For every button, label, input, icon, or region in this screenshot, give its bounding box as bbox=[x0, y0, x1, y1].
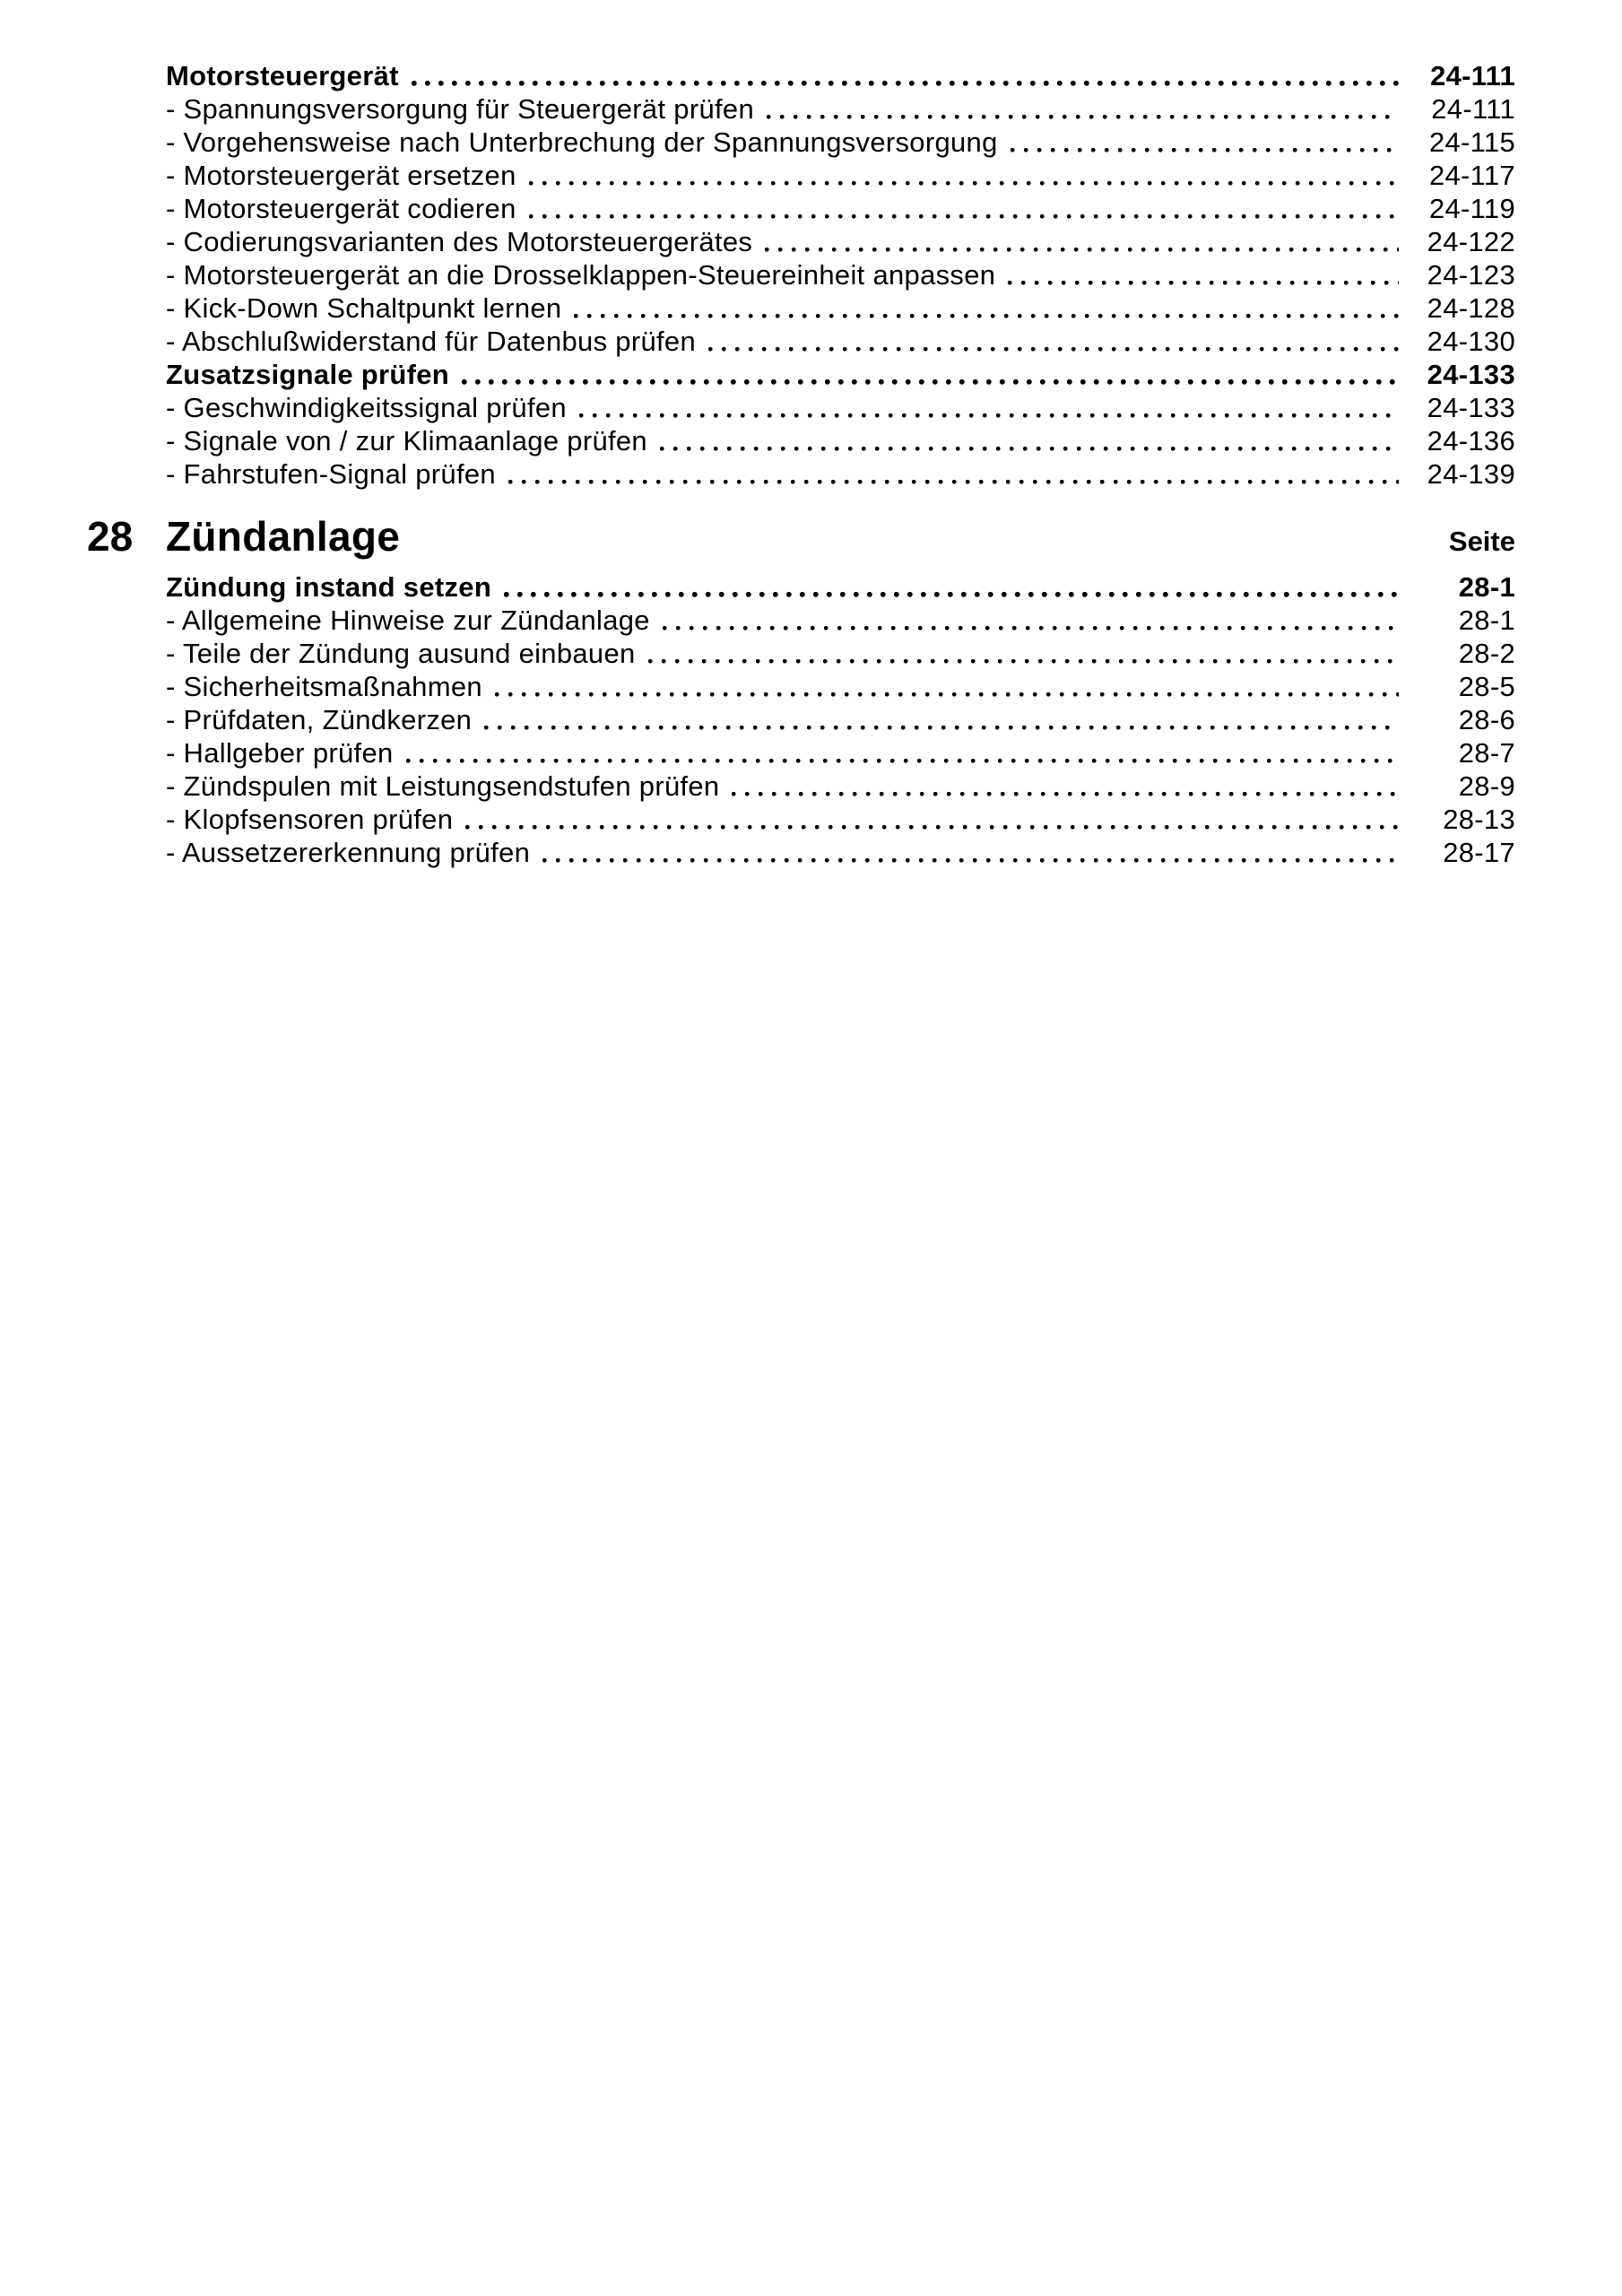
toc-entry-page: 24-111 bbox=[1430, 60, 1515, 91]
toc-entry bbox=[166, 93, 1515, 126]
toc-entry bbox=[166, 704, 1515, 737]
page-column-header: Seite bbox=[1448, 526, 1515, 557]
toc-entry-page: 24-123 bbox=[1427, 259, 1515, 291]
toc-entry-page: 28-17 bbox=[1443, 837, 1515, 868]
dot-leader bbox=[508, 458, 1399, 491]
dot-leader bbox=[648, 638, 1399, 671]
toc-entry-page: 24-136 bbox=[1427, 425, 1515, 457]
dot-leader bbox=[574, 292, 1399, 326]
dot-leader bbox=[406, 737, 1399, 770]
chapter-number: 28 bbox=[87, 513, 134, 560]
dot-leader bbox=[462, 359, 1399, 392]
toc-section-24 bbox=[166, 60, 1515, 491]
toc-entry-page: 24-133 bbox=[1427, 359, 1515, 390]
toc-entry bbox=[166, 804, 1515, 837]
toc-entry bbox=[166, 571, 1515, 604]
toc-entry bbox=[166, 770, 1515, 804]
toc-entry bbox=[166, 292, 1515, 326]
dot-leader bbox=[542, 837, 1399, 870]
dot-leader bbox=[663, 604, 1399, 638]
toc-entry-page: 28-5 bbox=[1458, 671, 1515, 702]
toc-entry-label: - Sicherheitsmaßnahmen bbox=[166, 671, 482, 702]
dot-leader bbox=[660, 425, 1399, 458]
toc-section-28 bbox=[166, 571, 1515, 870]
toc-entry bbox=[166, 60, 1515, 93]
dot-leader bbox=[579, 392, 1399, 425]
dot-leader bbox=[732, 770, 1399, 804]
toc-entry-label: - Vorgehensweise nach Unterbrechung der Spannungsversorgung bbox=[166, 126, 998, 158]
dot-leader bbox=[529, 160, 1399, 193]
dot-leader bbox=[412, 60, 1399, 93]
toc-entry-page: 28-9 bbox=[1458, 770, 1515, 802]
toc-page bbox=[87, 60, 1515, 870]
toc-entry-label: - Motorsteuergerät an die Drosselklappen-Steuereinheit anpassen bbox=[166, 259, 996, 291]
toc-entry bbox=[166, 160, 1515, 193]
toc-entry-page: 24-139 bbox=[1427, 458, 1515, 490]
toc-entry bbox=[166, 425, 1515, 458]
toc-entry bbox=[166, 126, 1515, 160]
toc-entry bbox=[166, 392, 1515, 425]
dot-leader bbox=[529, 193, 1399, 226]
toc-entry-label: - Abschlußwiderstand für Datenbus prüfen bbox=[166, 326, 696, 357]
dot-leader bbox=[504, 571, 1399, 604]
toc-entry bbox=[166, 359, 1515, 392]
toc-entry-label: Zündung instand setzen bbox=[166, 571, 492, 603]
dot-leader bbox=[767, 93, 1399, 126]
toc-entry bbox=[166, 638, 1515, 671]
toc-entry-label: - Teile der Zündung ausund einbauen bbox=[166, 638, 636, 669]
toc-entry-label: - Motorsteuergerät ersetzen bbox=[166, 160, 516, 191]
toc-entry-label: - Hallgeber prüfen bbox=[166, 737, 394, 769]
toc-entry-label: - Allgemeine Hinweise zur Zündanlage bbox=[166, 604, 650, 636]
toc-entry-page: 24-122 bbox=[1427, 226, 1515, 257]
chapter-title: Zündanlage bbox=[166, 513, 401, 560]
toc-entry-label: - Prüfdaten, Zündkerzen bbox=[166, 704, 473, 735]
toc-entry-page: 24-117 bbox=[1428, 160, 1515, 191]
toc-entry-label: - Motorsteuergerät codieren bbox=[166, 193, 516, 224]
toc-entry bbox=[166, 604, 1515, 638]
toc-entry-label: - Signale von / zur Klimaanlage prüfen bbox=[166, 425, 647, 457]
toc-entry-page: 24-130 bbox=[1427, 326, 1515, 357]
toc-entry-label: - Kick-Down Schaltpunkt lernen bbox=[166, 292, 562, 324]
dot-leader bbox=[765, 226, 1399, 259]
toc-entry bbox=[166, 837, 1515, 870]
toc-entry-page: 28-1 bbox=[1458, 571, 1515, 603]
toc-entry bbox=[166, 193, 1515, 226]
toc-entry-page: 24-133 bbox=[1427, 392, 1515, 423]
toc-entry-label: - Spannungsversorgung für Steuergerät prüfen bbox=[166, 93, 754, 125]
toc-entry-label: Motorsteuergerät bbox=[166, 60, 399, 91]
dot-leader bbox=[465, 804, 1399, 837]
toc-entry bbox=[166, 226, 1515, 259]
toc-entry-page: 24-115 bbox=[1428, 126, 1515, 158]
dot-leader bbox=[1010, 126, 1399, 160]
toc-entry bbox=[166, 671, 1515, 704]
toc-entry bbox=[166, 458, 1515, 491]
toc-entry-page: 28-6 bbox=[1458, 704, 1515, 735]
toc-entry-page: 28-1 bbox=[1458, 604, 1515, 636]
toc-entry bbox=[166, 737, 1515, 770]
toc-entry-page: 28-2 bbox=[1458, 638, 1515, 669]
dot-leader bbox=[495, 671, 1399, 704]
toc-entry-label: - Aussetzererkennung prüfen bbox=[166, 837, 531, 868]
dot-leader bbox=[708, 326, 1399, 359]
toc-entry-page: 24-119 bbox=[1428, 193, 1515, 224]
toc-entry-page: 24-128 bbox=[1427, 292, 1515, 324]
toc-entry-label: - Klopfsensoren prüfen bbox=[166, 804, 454, 835]
toc-entry-label: - Fahrstufen-Signal prüfen bbox=[166, 458, 496, 490]
toc-entry-page: 24-111 bbox=[1431, 93, 1515, 125]
dot-leader bbox=[484, 704, 1399, 737]
toc-entry-page: 28-13 bbox=[1443, 804, 1515, 835]
chapter-header bbox=[87, 513, 1515, 565]
toc-entry-label: - Geschwindigkeitssignal prüfen bbox=[166, 392, 567, 423]
toc-entry bbox=[166, 259, 1515, 292]
toc-entry bbox=[166, 326, 1515, 359]
dot-leader bbox=[1008, 259, 1399, 292]
toc-entry-label: Zusatzsignale prüfen bbox=[166, 359, 450, 390]
toc-entry-label: - Codierungsvarianten des Motorsteuergerätes bbox=[166, 226, 753, 257]
toc-entry-page: 28-7 bbox=[1458, 737, 1515, 769]
toc-entry-label: - Zündspulen mit Leistungsendstufen prüfen bbox=[166, 770, 720, 802]
